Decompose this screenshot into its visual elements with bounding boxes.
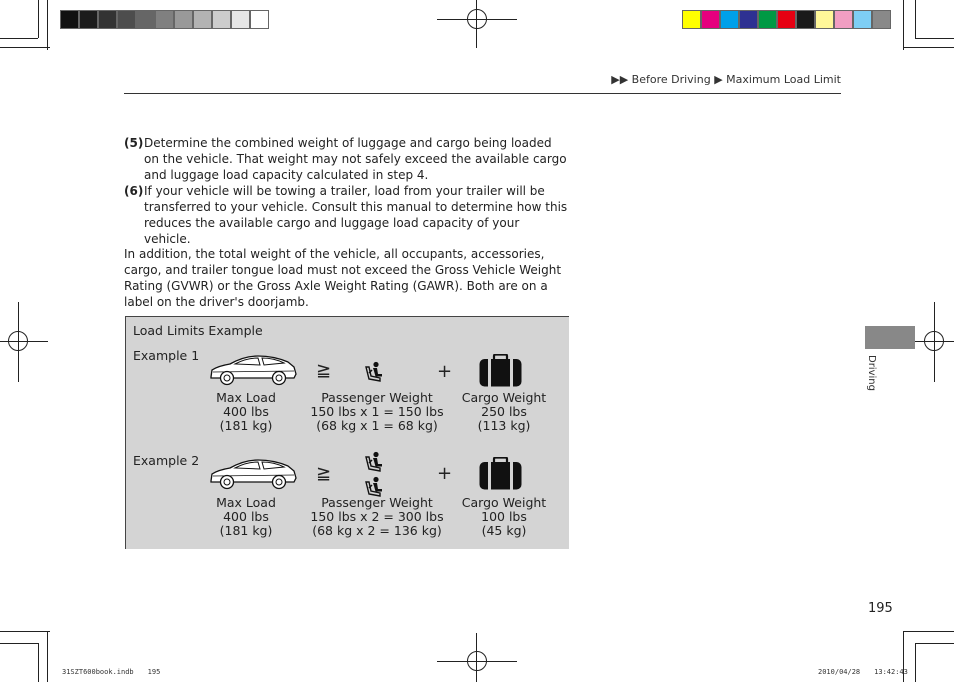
load-limits-example-box bbox=[125, 316, 569, 549]
color-swatch bbox=[231, 10, 250, 29]
footer-timestamp: 2010/04/28 13:42:43 bbox=[818, 668, 908, 676]
passenger-icon bbox=[362, 451, 384, 473]
step-text: Determine the combined weight of luggage and cargo being loaded on the vehicle. That weight may not safely exceed the available cargo and luggage load capacity calculated in step 4. bbox=[144, 136, 567, 182]
color-swatch bbox=[815, 10, 834, 29]
weight-rating-paragraph: In addition, the total weight of the vehicle, all occupants, accessories, cargo, and trailer tongue load must not exceed the Gross Vehicle Weight Rating (GVWR) or the Gross Axle Weight Rating (GAWR). Both are on a label on the driver's doorjamb. bbox=[124, 247, 562, 309]
color-swatch bbox=[777, 10, 796, 29]
color-swatch bbox=[250, 10, 269, 29]
cargo-weight-caption: Cargo Weight 250 lbs (113 kg) bbox=[461, 390, 547, 433]
passenger-weight-caption: Passenger Weight 150 lbs x 1 = 150 lbs (68 kg x 1 = 68 kg) bbox=[310, 390, 444, 433]
plus-symbol: + bbox=[437, 463, 453, 484]
chapter-tab[interactable] bbox=[865, 326, 915, 349]
color-swatch bbox=[758, 10, 777, 29]
step-text: If your vehicle will be towing a trailer, load from your trailer will be transferred to your vehicle. Consult this manual to determine how this reduces the available cargo and luggage load capacity of your vehicle. bbox=[144, 184, 568, 246]
color-swatch bbox=[60, 10, 79, 29]
car-icon bbox=[208, 457, 298, 491]
color-swatch bbox=[155, 10, 174, 29]
greater-equal-symbol: ≧ bbox=[316, 463, 332, 484]
color-swatch bbox=[701, 10, 720, 29]
box-title: Load Limits Example bbox=[133, 323, 263, 338]
color-swatch bbox=[720, 10, 739, 29]
color-swatch bbox=[79, 10, 98, 29]
color-swatch bbox=[212, 10, 231, 29]
color-swatch bbox=[174, 10, 193, 29]
greater-equal-symbol: ≧ bbox=[316, 360, 332, 381]
color-swatch bbox=[98, 10, 117, 29]
step-5 bbox=[124, 135, 569, 183]
grayscale-color-bar bbox=[60, 10, 269, 29]
breadcrumb: ▶▶ Before Driving ▶ Maximum Load Limit bbox=[611, 73, 841, 86]
cargo-weight-caption: Cargo Weight 100 lbs (45 kg) bbox=[461, 495, 547, 538]
color-swatch bbox=[193, 10, 212, 29]
passenger-icon-group bbox=[362, 361, 384, 387]
car-icon bbox=[208, 353, 298, 387]
color-swatch bbox=[117, 10, 136, 29]
max-load-caption: Max Load 400 lbs (181 kg) bbox=[216, 495, 276, 538]
header-rule bbox=[124, 93, 841, 94]
luggage-icon bbox=[479, 457, 522, 490]
color-swatch bbox=[834, 10, 853, 29]
page-number: 195 bbox=[868, 601, 893, 616]
step-number: (5) bbox=[124, 136, 144, 150]
color-swatch bbox=[739, 10, 758, 29]
color-swatch bbox=[796, 10, 815, 29]
passenger-icon bbox=[362, 361, 384, 383]
step-6 bbox=[124, 183, 569, 247]
process-color-bar bbox=[682, 10, 891, 29]
color-swatch bbox=[853, 10, 872, 29]
chapter-tab-label: Driving bbox=[866, 355, 877, 391]
color-swatch bbox=[682, 10, 701, 29]
passenger-icon-group bbox=[362, 451, 384, 498]
luggage-icon bbox=[479, 354, 522, 387]
footer-file-info: 31SZT600book.indb 195 bbox=[62, 668, 161, 676]
step-number: (6) bbox=[124, 184, 144, 198]
plus-symbol: + bbox=[437, 361, 453, 382]
passenger-weight-caption: Passenger Weight 150 lbs x 2 = 300 lbs (68 kg x 2 = 136 kg) bbox=[310, 495, 444, 538]
max-load-caption: Max Load 400 lbs (181 kg) bbox=[216, 390, 276, 433]
color-swatch bbox=[136, 10, 155, 29]
example-2-label: Example 2 bbox=[133, 453, 200, 468]
example-1-label: Example 1 bbox=[133, 348, 200, 363]
color-swatch bbox=[872, 10, 891, 29]
